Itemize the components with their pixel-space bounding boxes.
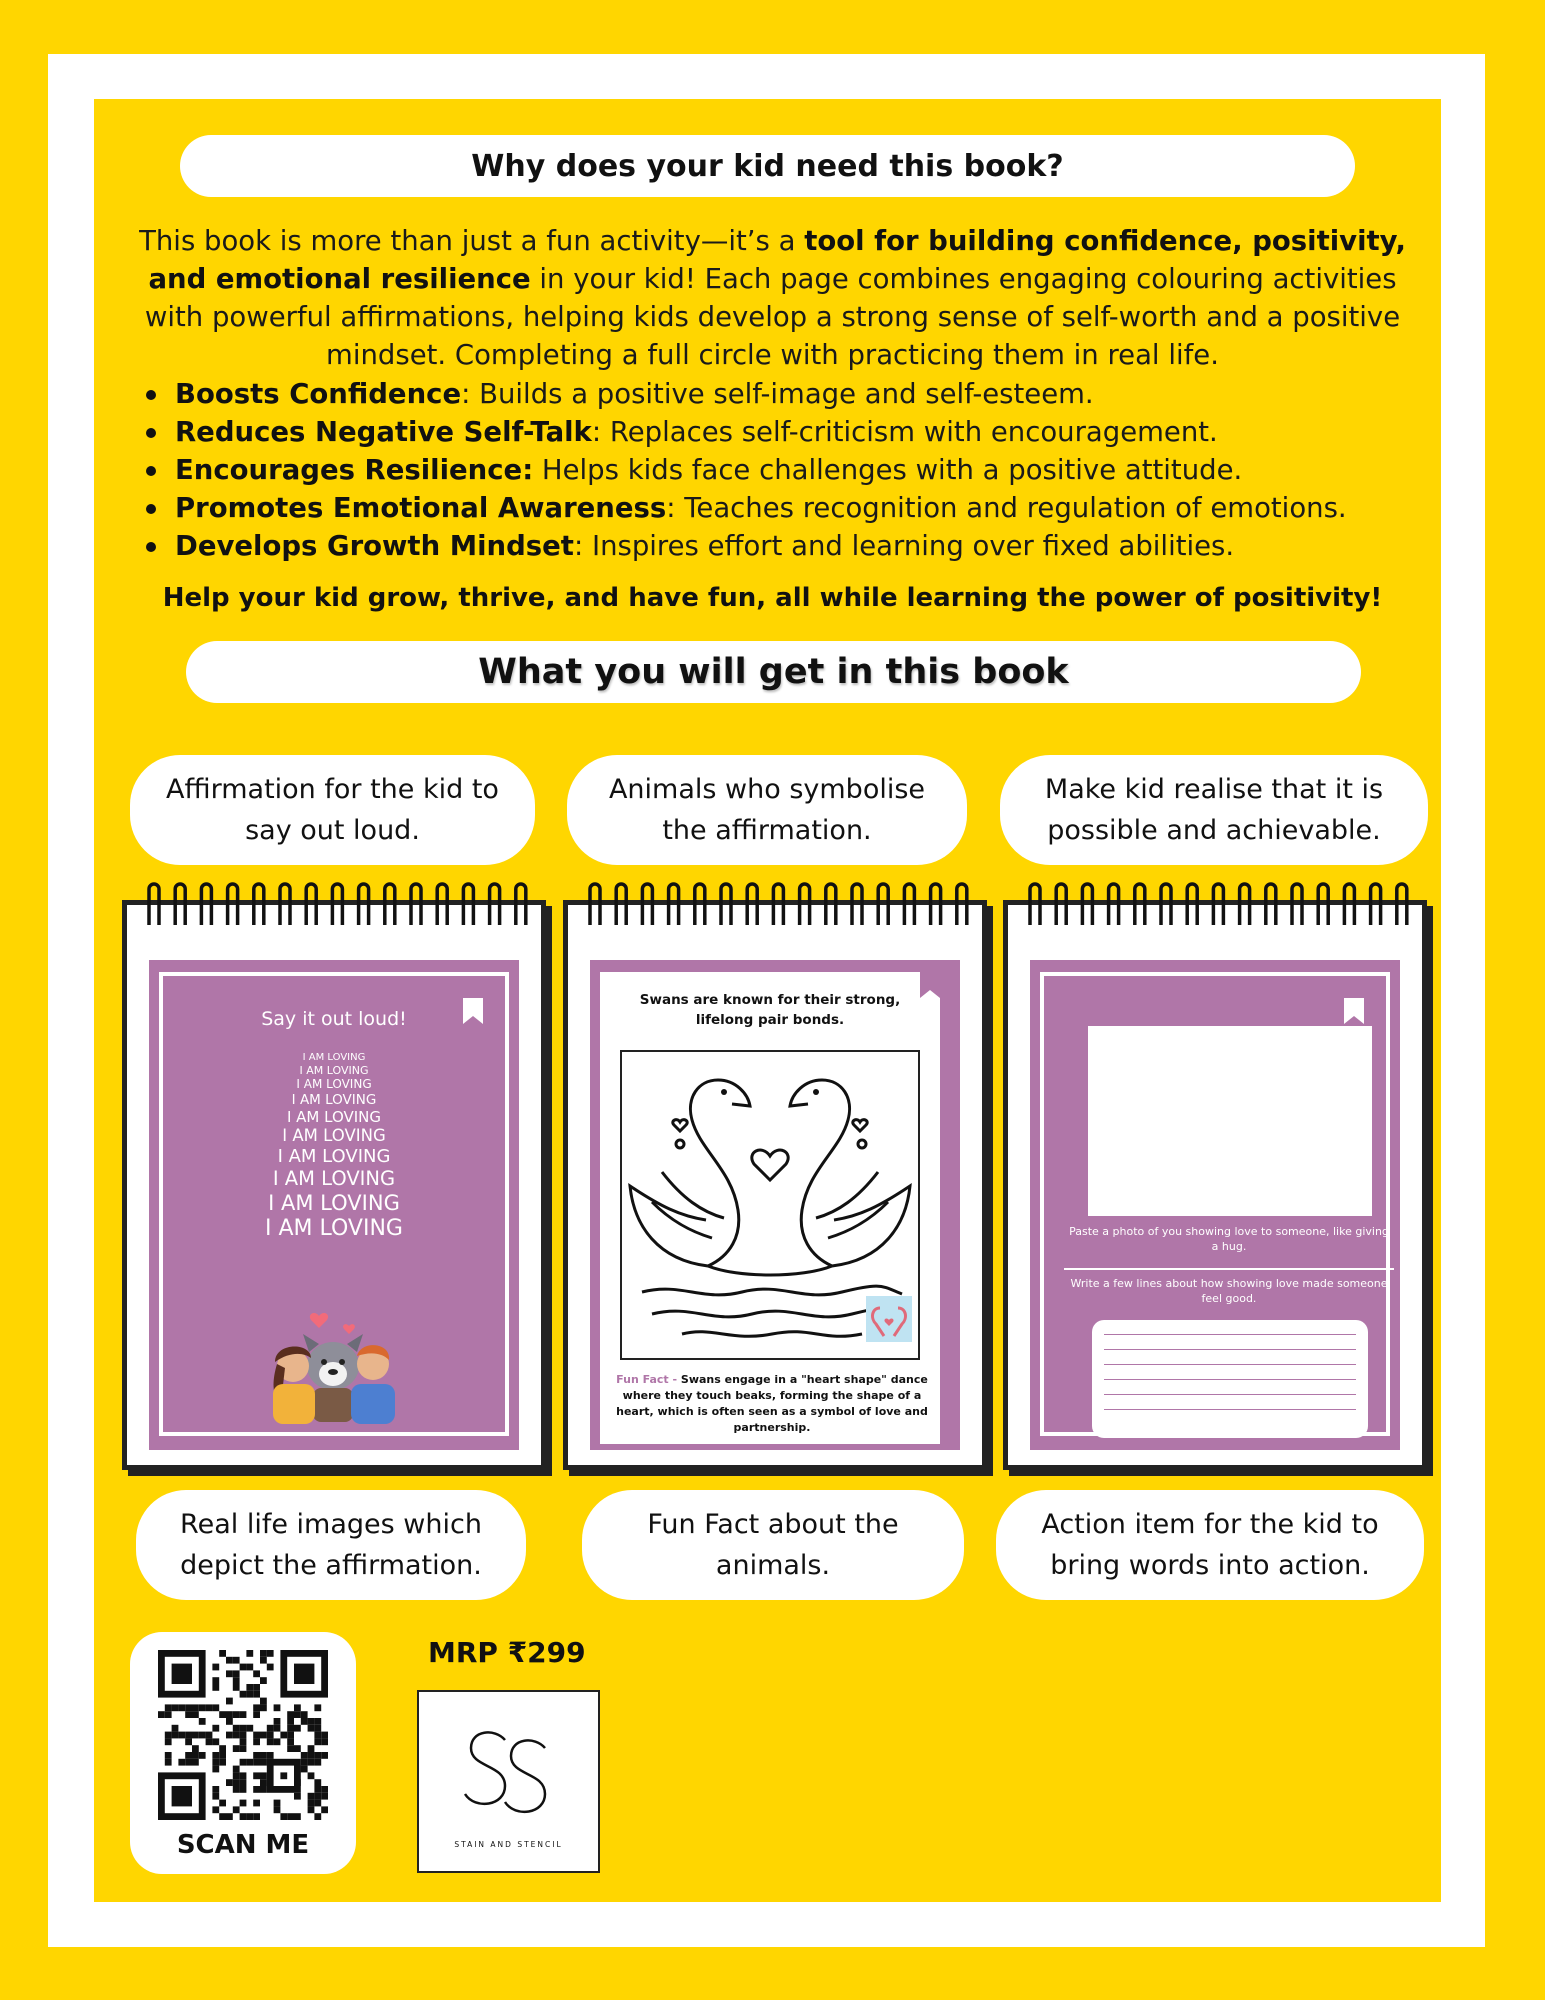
callout-achievable: Make kid realise that it is possible and achievable. [1000, 755, 1428, 865]
intro-text-1: This book is more than just a fun activity—it’s a [139, 225, 805, 257]
spiral-ring [1344, 884, 1354, 925]
list-item [143, 527, 1433, 565]
spiral-ring [1056, 884, 1066, 925]
spiral-ring [1135, 884, 1145, 925]
spiral-ring [773, 884, 783, 925]
spiral-ring [695, 884, 705, 925]
spiral-ring [332, 884, 342, 925]
writing-line [1104, 1379, 1356, 1380]
photo-prompt: Paste a photo of you showing love to someone, like giving a hug. [1069, 1225, 1389, 1253]
spiral-ring [1213, 884, 1223, 925]
spiral-ring [642, 884, 652, 925]
spiral-rings [135, 875, 533, 931]
say-it-title: Say it out loud! [261, 1008, 407, 1030]
spiral-ring [516, 884, 526, 925]
spiral-rings [576, 875, 974, 931]
list-item [143, 451, 1433, 489]
list-item [143, 375, 1433, 413]
spiral-ring [1266, 884, 1276, 925]
spiral-ring [721, 884, 731, 925]
spiral-ring [463, 884, 473, 925]
price-label: MRP ₹299 [428, 1636, 586, 1669]
writing-line [1104, 1349, 1356, 1350]
affirmation-line: I AM LOVING [291, 1091, 377, 1108]
spiral-ring [747, 884, 757, 925]
animal-fact-heading: Swans are known for their strong, lifelong pair bonds. [639, 992, 901, 1028]
spiral-ring [669, 884, 679, 925]
spiral-ring [1292, 884, 1302, 925]
spiral-ring [175, 884, 185, 925]
spiral-ring [800, 884, 810, 925]
affirmation-list [163, 1052, 505, 1242]
callout-affirmation: Affirmation for the kid to say out loud. [130, 755, 535, 865]
benefit-title: Encourages Resilience: [175, 454, 534, 486]
brand-logo [417, 1690, 600, 1873]
writing-line [1104, 1409, 1356, 1410]
spiral-ring [228, 884, 238, 925]
fun-fact [614, 1372, 930, 1436]
benefit-list [143, 375, 1433, 565]
affirmation-line: I AM LOVING [302, 1052, 366, 1063]
spiral-ring [852, 884, 862, 925]
spiral-ring [1187, 884, 1197, 925]
photo-placeholder [1088, 1026, 1372, 1216]
spiral-ring [590, 884, 600, 925]
fun-fact-text: Swans engage in a "heart shape" dance where they touch beaks, forming the shape of a heart, which is often seen as a symbol of love and partnership. [616, 1373, 928, 1434]
colouring-card [600, 972, 940, 1444]
spiral-ring [1318, 884, 1328, 925]
swan-colouring-illustration [620, 1050, 920, 1360]
spiral-ring [931, 884, 941, 925]
closing-line: Help your kid grow, thrive, and have fun, all while learning the power of positivity! [162, 583, 1383, 613]
brand-name: STAIN AND STENCIL [454, 1840, 563, 1849]
heading-get: What you will get in this book [186, 641, 1361, 703]
affirmation-line: I AM LOVING [282, 1125, 386, 1145]
spiral-ring [149, 884, 159, 925]
writing-line [1104, 1364, 1356, 1365]
affirmation-line: I AM LOVING [268, 1190, 400, 1215]
benefit-text: : Builds a positive self-image and self-esteem. [461, 378, 1094, 410]
affirmation-line: I AM LOVING [299, 1064, 369, 1077]
spiral-ring [616, 884, 626, 925]
swans-heart-icon [622, 1052, 918, 1358]
affirmation-line: I AM LOVING [265, 1215, 403, 1241]
writing-line [1104, 1334, 1356, 1335]
list-item [143, 413, 1433, 451]
spiral-ring [1397, 884, 1407, 925]
kids-hugging-dog-illustration [263, 1304, 403, 1424]
callout-action: Action item for the kid to bring words into action. [996, 1490, 1424, 1600]
notebook-affirmation-page [122, 900, 546, 1470]
affirmation-line: I AM LOVING [272, 1167, 396, 1191]
spiral-ring [826, 884, 836, 925]
spiral-ring [254, 884, 264, 925]
benefit-title: Boosts Confidence [175, 378, 462, 410]
benefit-text: : Replaces self-criticism with encouragement. [591, 416, 1218, 448]
intro-bold: tool for building confidence, positivity, and emotional resilience [148, 225, 1406, 295]
spiral-ring [385, 884, 395, 925]
benefit-text: : Inspires effort and learning over fixed abilities. [573, 530, 1235, 562]
heading-why: Why does your kid need this book? [180, 135, 1355, 197]
benefit-title: Develops Growth Mindset [175, 530, 574, 562]
spiral-ring [904, 884, 914, 925]
spiral-ring [437, 884, 447, 925]
spiral-ring [1161, 884, 1171, 925]
notebook-action-page [1003, 900, 1427, 1470]
affirmation-line: I AM LOVING [286, 1107, 382, 1126]
scan-me-label: SCAN ME [176, 1830, 310, 1860]
benefit-title: Promotes Emotional Awareness [175, 492, 667, 524]
benefit-text: Helps kids face challenges with a positive attitude. [533, 454, 1243, 486]
intro-paragraph [135, 222, 1410, 374]
purple-page [1030, 960, 1400, 1450]
ss-logo-icon [459, 1722, 559, 1822]
qr-code-icon[interactable] [158, 1650, 328, 1820]
callout-animals: Animals who symbolise the affirmation. [567, 755, 967, 865]
bookmark-icon [1344, 998, 1364, 1024]
affirmation-line: I AM LOVING [296, 1077, 372, 1092]
spiral-ring [957, 884, 967, 925]
writing-lines-box [1092, 1320, 1368, 1438]
fun-fact-label: Fun Fact - [616, 1373, 681, 1386]
list-item [143, 489, 1433, 527]
spiral-ring [359, 884, 369, 925]
page-border [159, 972, 509, 1436]
spiral-rings [1016, 875, 1414, 931]
benefit-title: Reduces Negative Self-Talk [175, 416, 592, 448]
spiral-ring [201, 884, 211, 925]
spiral-ring [306, 884, 316, 925]
notebook-animal-page [563, 900, 987, 1470]
purple-page [149, 960, 519, 1450]
callout-fun-fact: Fun Fact about the animals. [582, 1490, 964, 1600]
spiral-ring [1371, 884, 1381, 925]
spiral-ring [1082, 884, 1092, 925]
divider [1064, 1268, 1394, 1270]
affirmation-line: I AM LOVING [277, 1145, 391, 1167]
intro-text-2: in your kid! Each page combines engaging colouring activities with powerful affirmations, helping kids develop a strong sense of self-worth and a positive mindset. Completing a full circle with practicing them in real life. [144, 263, 1401, 371]
benefit-text: : Teaches recognition and regulation of emotions. [666, 492, 1347, 524]
spiral-ring [878, 884, 888, 925]
writing-line [1104, 1394, 1356, 1395]
spiral-ring [490, 884, 500, 925]
spiral-ring [1030, 884, 1040, 925]
spiral-ring [280, 884, 290, 925]
spiral-ring [1109, 884, 1119, 925]
callout-real-life: Real life images which depict the affirmation. [136, 1490, 526, 1600]
qr-card[interactable] [130, 1632, 356, 1874]
purple-page [590, 960, 960, 1450]
spiral-ring [411, 884, 421, 925]
write-prompt: Write a few lines about how showing love made someone feel good. [1070, 1277, 1388, 1305]
spiral-ring [1240, 884, 1250, 925]
